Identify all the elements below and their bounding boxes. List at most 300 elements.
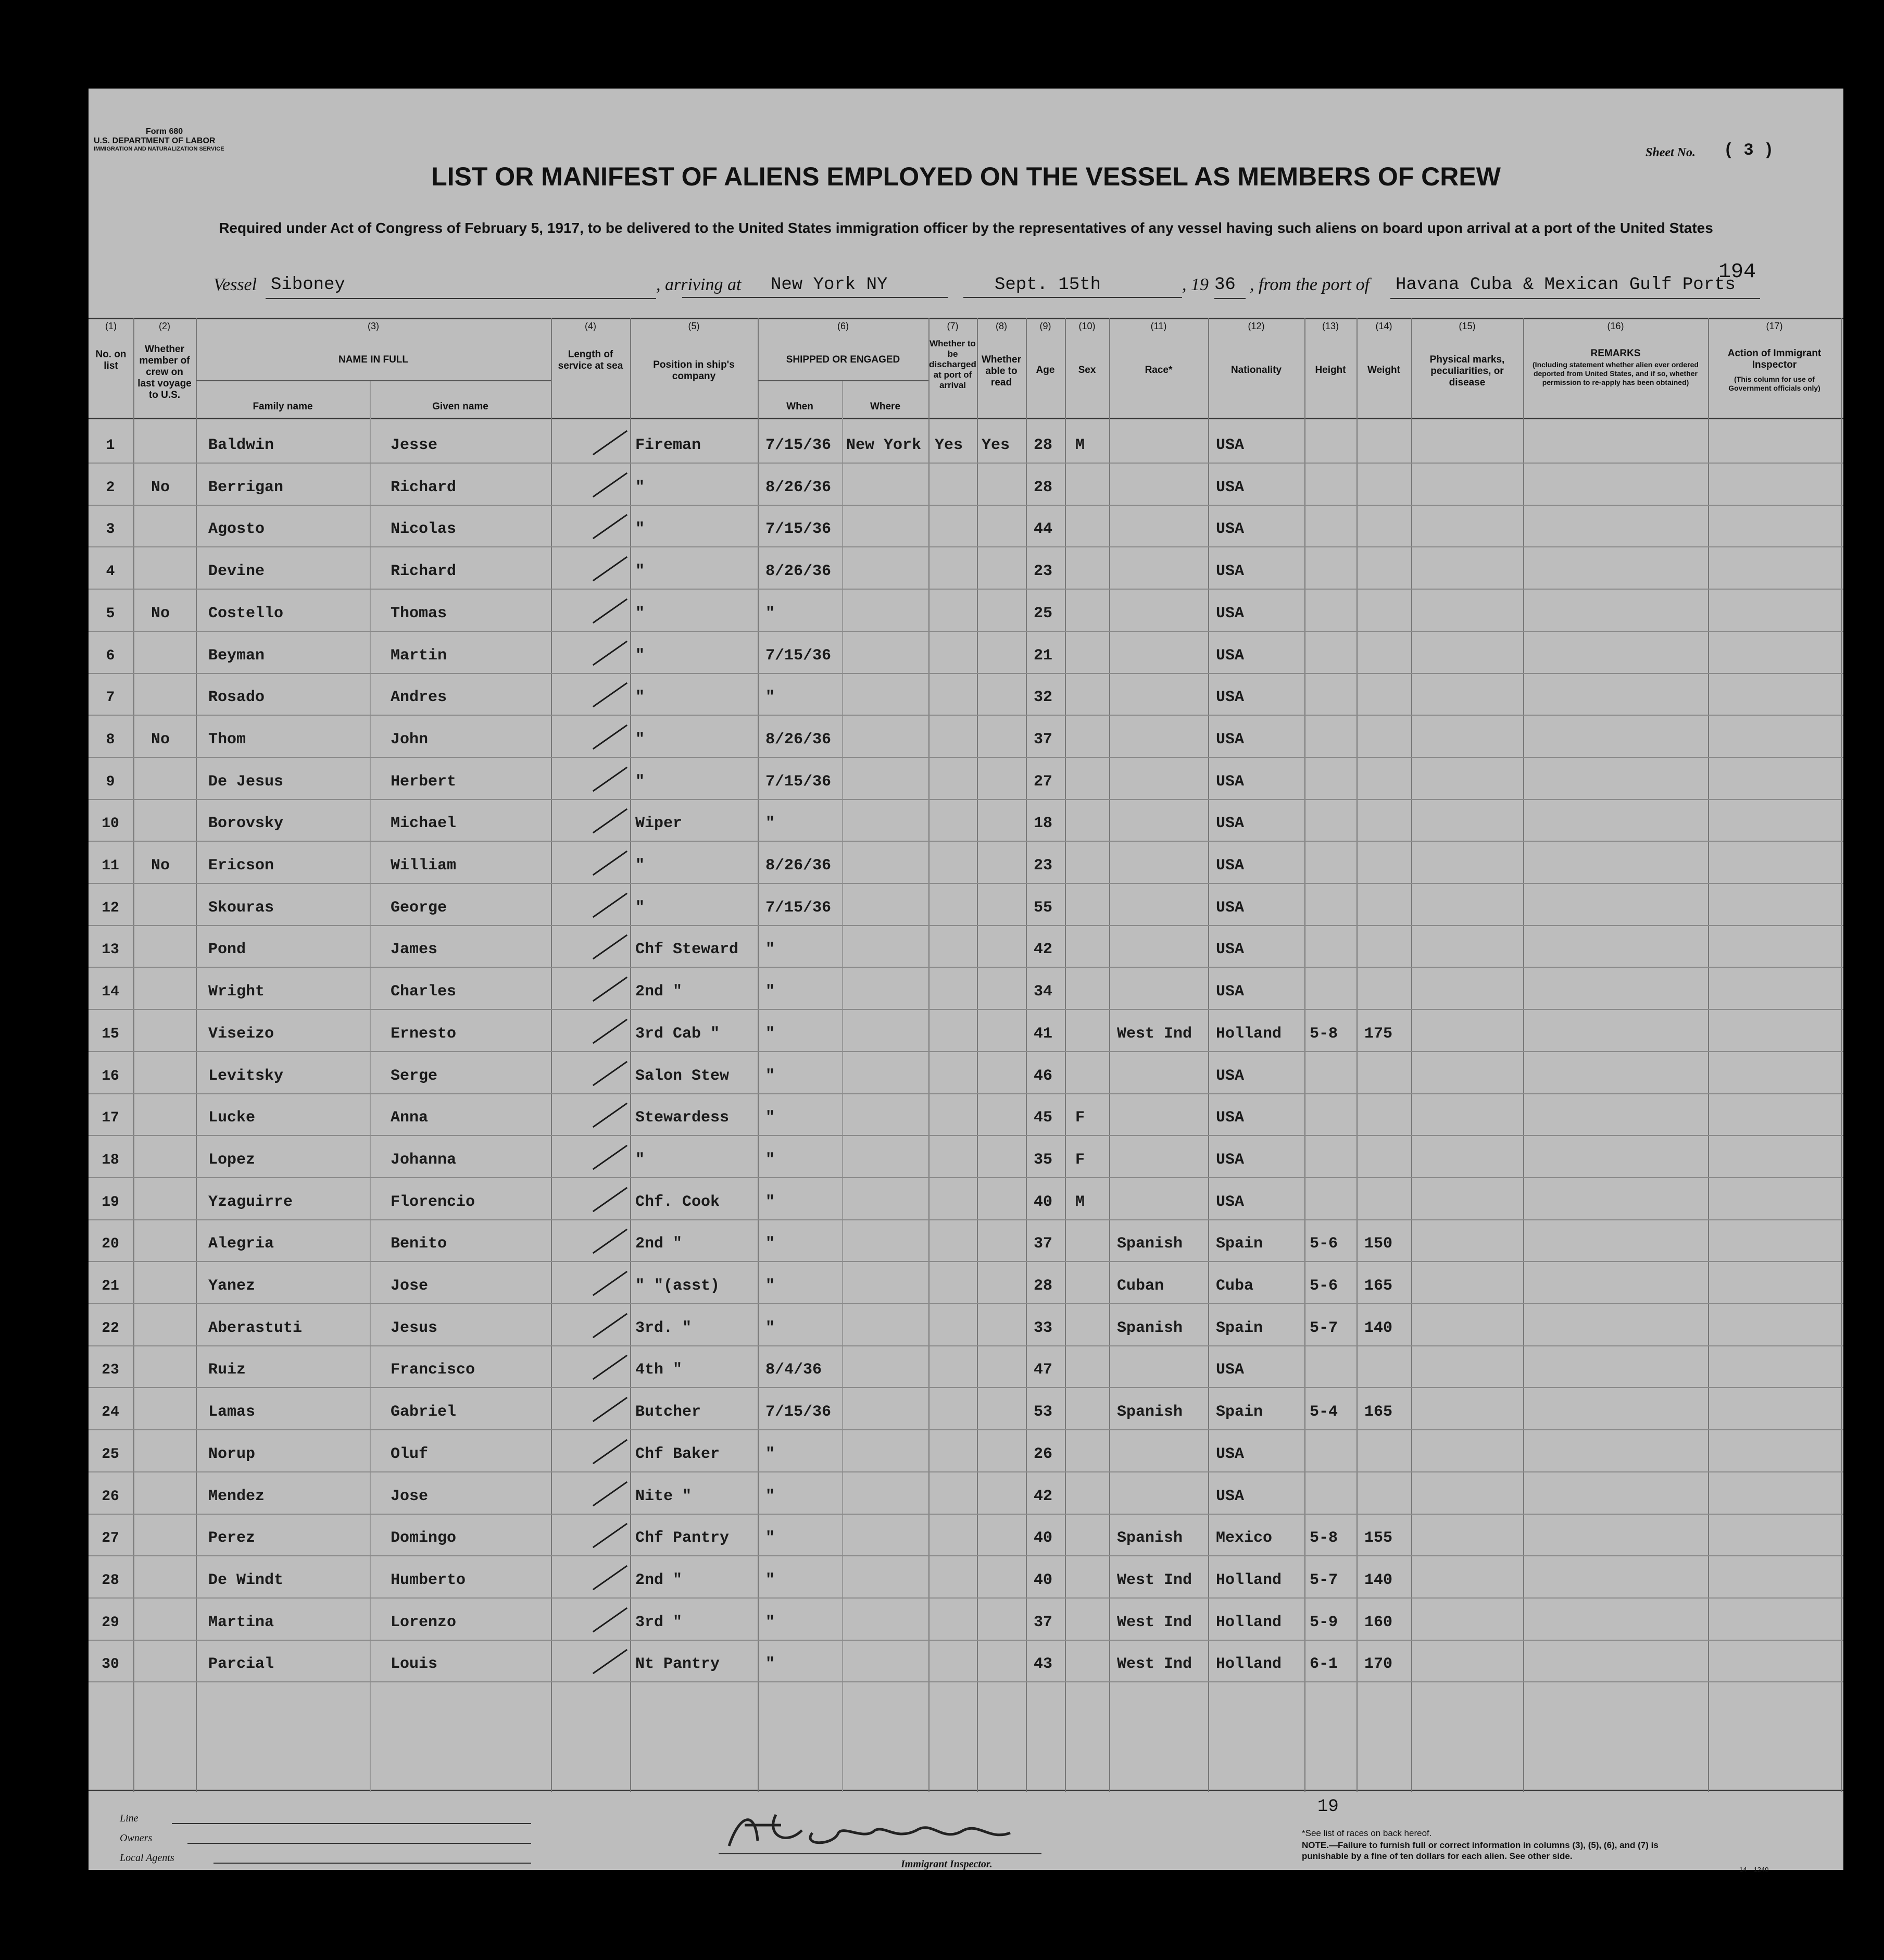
cell-family: Ruiz <box>208 1361 246 1379</box>
check-mark-icon <box>593 1187 627 1212</box>
cell-nat: USA <box>1216 436 1245 454</box>
cell-pos: " <box>635 689 645 707</box>
cell-wt: 140 <box>1364 1571 1393 1589</box>
cell-nat: Spain <box>1216 1403 1263 1421</box>
inspector-signature <box>708 1804 1052 1862</box>
col-head-shipped: SHIPPED OR ENGAGED <box>786 354 900 365</box>
col-num-12: (12) <box>1248 321 1265 331</box>
check-mark-icon <box>593 1481 627 1506</box>
row-number: 25 <box>102 1446 119 1463</box>
punch-hole <box>52 307 77 332</box>
row-number: 13 <box>102 942 119 958</box>
cell-when: 7/15/36 <box>765 772 832 791</box>
table-row <box>89 1441 1843 1470</box>
cell-age: 46 <box>1034 1067 1053 1085</box>
department-name: U.S. DEPARTMENT OF LABOR <box>94 136 216 145</box>
row-rule <box>89 631 1843 632</box>
cell-ht: 5-9 <box>1310 1613 1338 1631</box>
cell-age: 32 <box>1034 689 1053 707</box>
cell-wt: 165 <box>1364 1277 1393 1295</box>
row-rule <box>89 1093 1843 1094</box>
table-row <box>89 1567 1843 1596</box>
col-head-inspector: Action of Immigrant Inspector <box>1727 348 1822 370</box>
print-code: 14—1240 <box>1739 1866 1769 1874</box>
arrival-year: 36 <box>1214 275 1246 299</box>
cell-age: 35 <box>1034 1151 1053 1169</box>
check-mark-icon <box>593 1439 627 1464</box>
cell-when: " <box>765 1151 775 1169</box>
cell-given: George <box>391 898 447 917</box>
cell-nat: USA <box>1216 1445 1245 1463</box>
cell-wt: 175 <box>1364 1025 1393 1043</box>
cell-pos: Chf. Cook <box>635 1193 720 1211</box>
row-number: 11 <box>102 858 119 874</box>
cell-race: West Ind <box>1117 1025 1192 1043</box>
row-number: 29 <box>102 1614 119 1631</box>
cell-pos: Fireman <box>635 436 701 454</box>
cell-race: Spanish <box>1117 1529 1183 1547</box>
cell-nat: Holland <box>1216 1655 1282 1674</box>
table-row <box>89 1147 1843 1176</box>
col-head-weight: Weight <box>1367 365 1400 376</box>
row-rule <box>89 1177 1843 1178</box>
cell-family: De Jesus <box>208 772 284 791</box>
table-row <box>89 475 1843 504</box>
cell-family: Lucke <box>208 1109 256 1127</box>
cell-age: 40 <box>1034 1193 1053 1211</box>
cell-wt: 150 <box>1364 1235 1393 1253</box>
cell-nat: USA <box>1216 646 1245 665</box>
cell-prev: No <box>151 604 170 622</box>
cell-nat: USA <box>1216 1067 1245 1085</box>
cell-sex: F <box>1075 1151 1085 1169</box>
cell-family: Ericson <box>208 857 274 875</box>
col-num-6: (6) <box>837 321 849 331</box>
cell-family: Yzaguirre <box>208 1193 293 1211</box>
cell-when: " <box>765 1235 775 1253</box>
cell-family: Lamas <box>208 1403 256 1421</box>
cell-family: Perez <box>208 1529 256 1547</box>
col-num-3: (3) <box>368 321 379 331</box>
table-row <box>89 684 1843 714</box>
cell-family: Alegria <box>208 1235 274 1253</box>
cell-nat: USA <box>1216 563 1245 581</box>
col-num-16: (16) <box>1607 321 1624 331</box>
check-mark-icon <box>593 1565 627 1590</box>
cell-nat: Spain <box>1216 1319 1263 1337</box>
cell-when: 7/15/36 <box>765 646 832 665</box>
cell-age: 28 <box>1034 436 1053 454</box>
cell-pos: 4th " <box>635 1361 683 1379</box>
cell-pos: " <box>635 898 645 917</box>
row-number: 23 <box>102 1362 119 1379</box>
cell-given: Jesus <box>391 1319 438 1337</box>
col-num-1: (1) <box>105 321 117 331</box>
cell-race: Spanish <box>1117 1403 1183 1421</box>
shipped-subhead-rule <box>758 380 928 381</box>
check-mark-icon <box>593 1019 627 1044</box>
check-mark-icon <box>593 1523 627 1548</box>
arrival-date: Sept. 15th <box>963 275 1182 298</box>
cell-where: New York <box>846 436 922 454</box>
punch-hole <box>52 1005 77 1030</box>
row-number: 17 <box>102 1110 119 1127</box>
row-rule <box>89 505 1843 506</box>
check-mark-icon <box>593 977 627 1002</box>
cell-given: Florencio <box>391 1193 475 1211</box>
manifest-sheet <box>89 89 1843 1874</box>
cell-when: 7/15/36 <box>765 898 832 917</box>
check-mark-icon <box>593 766 627 791</box>
col-num-15: (15) <box>1459 321 1476 331</box>
table-row <box>89 1525 1843 1554</box>
col-num-10: (10) <box>1078 321 1096 331</box>
cell-given: Louis <box>391 1655 438 1674</box>
cell-family: Baldwin <box>208 436 274 454</box>
cell-pos: 2nd " <box>635 1235 683 1253</box>
row-rule <box>89 883 1843 884</box>
inspector-label: Immigrant Inspector. <box>901 1858 993 1870</box>
agents-field <box>213 1863 531 1864</box>
cell-family: De Windt <box>208 1571 284 1589</box>
cell-when: " <box>765 1613 775 1631</box>
cell-ht: 5-8 <box>1310 1025 1338 1043</box>
col-num-13: (13) <box>1322 321 1339 331</box>
table-row <box>89 853 1843 882</box>
row-rule <box>89 1429 1843 1430</box>
row-rule <box>89 1135 1843 1136</box>
cell-given: Richard <box>391 563 457 581</box>
alien-count: 19 <box>1317 1797 1339 1817</box>
check-mark-icon <box>593 1229 627 1254</box>
cell-when: " <box>765 1025 775 1043</box>
cell-pos: 3rd " <box>635 1613 683 1631</box>
cell-ht: 5-7 <box>1310 1571 1338 1589</box>
row-number: 6 <box>106 647 115 664</box>
row-number: 20 <box>102 1236 119 1253</box>
cell-when: 8/26/36 <box>765 478 832 496</box>
cell-when: 7/15/36 <box>765 1403 832 1421</box>
cell-given: Martin <box>391 646 447 665</box>
cell-when: 7/15/36 <box>765 520 832 539</box>
row-rule <box>89 673 1843 674</box>
cell-family: Skouras <box>208 898 274 917</box>
cell-age: 18 <box>1034 815 1053 833</box>
cell-family: Parcial <box>208 1655 274 1674</box>
cell-nat: USA <box>1216 815 1245 833</box>
table-row <box>89 1399 1843 1428</box>
cell-pos: Wiper <box>635 815 683 833</box>
cell-given: Oluf <box>391 1445 429 1463</box>
cell-pos: " <box>635 646 645 665</box>
table-row <box>89 727 1843 756</box>
year-label: , 19 <box>1182 275 1209 294</box>
cell-sex: M <box>1075 1193 1085 1211</box>
form-subtitle: Required under Act of Congress of February 5, 1917, to be delivered to the United States immigration officer by the representatives of any vessel having such aliens on board upon arrival at a port of the United States <box>219 220 1713 236</box>
crew-table <box>89 318 1843 1792</box>
cell-when: 8/26/36 <box>765 563 832 581</box>
cell-family: Mendez <box>208 1487 265 1505</box>
cell-family: Pond <box>208 941 246 959</box>
punch-hole <box>52 393 77 418</box>
cell-when: " <box>765 1655 775 1674</box>
col-head-prev-voyage: Whether member of crew on last voyage to U.S. <box>137 344 192 401</box>
punch-hole <box>52 661 77 686</box>
table-row <box>89 1315 1843 1344</box>
row-number: 2 <box>106 479 115 496</box>
check-mark-icon <box>593 514 627 539</box>
cell-given: Michael <box>391 815 457 833</box>
arriving-label: , arriving at <box>656 275 742 294</box>
table-row <box>89 643 1843 672</box>
cell-age: 43 <box>1034 1655 1053 1674</box>
col-head-discharged: Whether to be discharged at port of arrival <box>929 339 976 390</box>
cell-when: 8/4/36 <box>765 1361 822 1379</box>
cell-family: Costello <box>208 604 284 622</box>
row-rule <box>89 1261 1843 1262</box>
cell-age: 23 <box>1034 857 1053 875</box>
check-mark-icon <box>593 725 627 750</box>
col-num-7: (7) <box>947 321 959 331</box>
cell-given: James <box>391 941 438 959</box>
col-num-5: (5) <box>688 321 700 331</box>
table-row <box>89 1483 1843 1513</box>
table-row <box>89 937 1843 966</box>
cell-age: 47 <box>1034 1361 1053 1379</box>
cell-age: 40 <box>1034 1529 1053 1547</box>
cell-when: 8/26/36 <box>765 857 832 875</box>
check-mark-icon <box>593 1355 627 1380</box>
name-subhead-rule <box>196 380 551 381</box>
row-number: 5 <box>106 605 115 622</box>
cell-family: Beyman <box>208 646 265 665</box>
cell-given: Anna <box>391 1109 429 1127</box>
table-row <box>89 516 1843 545</box>
row-rule <box>89 1345 1843 1346</box>
cell-pos: Nite " <box>635 1487 692 1505</box>
row-rule <box>89 1640 1843 1641</box>
vessel-name: Siboney <box>266 275 656 299</box>
cell-pos: Butcher <box>635 1403 701 1421</box>
punch-hole <box>52 1607 77 1632</box>
cell-sex: F <box>1075 1109 1085 1127</box>
cell-nat: USA <box>1216 1487 1245 1505</box>
cell-age: 37 <box>1034 1613 1053 1631</box>
cell-when: " <box>765 1445 775 1463</box>
cell-given: Charles <box>391 983 457 1001</box>
row-rule <box>89 1514 1843 1515</box>
cell-family: Martina <box>208 1613 274 1631</box>
row-number: 9 <box>106 773 115 790</box>
cell-ht: 5-4 <box>1310 1403 1338 1421</box>
cell-sex: M <box>1075 436 1085 454</box>
row-number: 4 <box>106 564 115 580</box>
line-field <box>172 1823 531 1824</box>
cell-ht: 5-6 <box>1310 1235 1338 1253</box>
cell-given: Gabriel <box>391 1403 457 1421</box>
sheet-label: Sheet No. <box>1646 146 1695 159</box>
cell-when: " <box>765 689 775 707</box>
cell-given: William <box>391 857 457 875</box>
row-rule <box>89 589 1843 590</box>
col-num-14: (14) <box>1375 321 1392 331</box>
row-number: 1 <box>106 438 115 454</box>
cell-pos: " <box>635 478 645 496</box>
cell-nat: USA <box>1216 478 1245 496</box>
cell-when: " <box>765 1109 775 1127</box>
header-bottom-rule <box>89 418 1843 419</box>
col-head-service: Length of service at sea <box>558 349 623 371</box>
cell-age: 44 <box>1034 520 1053 539</box>
table-row <box>89 810 1843 840</box>
cell-race: Spanish <box>1117 1235 1183 1253</box>
cell-read: Yes <box>982 436 1010 454</box>
cell-age: 42 <box>1034 1487 1053 1505</box>
col-num-17: (17) <box>1766 321 1783 331</box>
row-rule <box>89 1219 1843 1220</box>
owners-field <box>187 1843 531 1844</box>
table-row <box>89 1651 1843 1680</box>
col-head-sex: Sex <box>1078 365 1096 376</box>
cell-family: Wright <box>208 983 265 1001</box>
table-row <box>89 1609 1843 1639</box>
cell-race: Cuban <box>1117 1277 1164 1295</box>
cell-when: " <box>765 983 775 1001</box>
cell-prev: No <box>151 478 170 496</box>
row-number: 19 <box>102 1194 119 1210</box>
row-number: 7 <box>106 690 115 706</box>
check-mark-icon <box>593 472 627 497</box>
from-port: Havana Cuba & Mexican Gulf Ports <box>1390 275 1760 299</box>
cell-nat: USA <box>1216 730 1245 748</box>
cell-given: Andres <box>391 689 447 707</box>
cell-age: 23 <box>1034 563 1053 581</box>
row-number: 28 <box>102 1572 119 1589</box>
cell-given: Herbert <box>391 772 457 791</box>
punch-hole <box>52 1690 77 1715</box>
cell-nat: USA <box>1216 1193 1245 1211</box>
cell-when: " <box>765 1571 775 1589</box>
cell-wt: 160 <box>1364 1613 1393 1631</box>
cell-nat: USA <box>1216 898 1245 917</box>
cell-pos: " "(asst) <box>635 1277 720 1295</box>
penalty-note: NOTE.—Failure to furnish full or correct information in columns (3), (5), (6), and (7) is punishable by a fine of ten dollars for each alien. See other side. <box>1302 1840 1659 1861</box>
from-port-label: , from the port of <box>1250 275 1370 294</box>
col-head-name: NAME IN FULL <box>338 354 409 365</box>
cell-nat: Holland <box>1216 1571 1282 1589</box>
cell-ht: 5-8 <box>1310 1529 1338 1547</box>
stamp-number: 194 <box>1718 260 1756 284</box>
vessel-label: Vessel <box>213 275 257 294</box>
cell-pos: Chf Baker <box>635 1445 720 1463</box>
cell-age: 27 <box>1034 772 1053 791</box>
check-mark-icon <box>593 1271 627 1296</box>
agents-label: Local Agents <box>120 1852 174 1864</box>
cell-when: " <box>765 1193 775 1211</box>
cell-ht: 5-7 <box>1310 1319 1338 1337</box>
cell-age: 34 <box>1034 983 1053 1001</box>
cell-family: Aberastuti <box>208 1319 303 1337</box>
check-mark-icon <box>593 934 627 959</box>
cell-nat: USA <box>1216 520 1245 539</box>
cell-when: " <box>765 1487 775 1505</box>
cell-wt: 140 <box>1364 1319 1393 1337</box>
row-rule <box>89 1009 1843 1010</box>
check-mark-icon <box>593 1313 627 1338</box>
col-head-no: No. on list <box>95 349 127 371</box>
punch-hole <box>52 747 77 772</box>
cell-when: " <box>765 941 775 959</box>
col-head-race: Race* <box>1145 365 1173 376</box>
cell-given: Jesse <box>391 436 438 454</box>
cell-race: West Ind <box>1117 1613 1192 1631</box>
cell-family: Yanez <box>208 1277 256 1295</box>
cell-family: Viseizo <box>208 1025 274 1043</box>
cell-nat: USA <box>1216 604 1245 622</box>
cell-age: 37 <box>1034 730 1053 748</box>
cell-given: Ernesto <box>391 1025 457 1043</box>
cell-nat: USA <box>1216 1361 1245 1379</box>
table-row <box>89 979 1843 1008</box>
col-num-2: (2) <box>159 321 170 331</box>
col-head-height: Height <box>1315 365 1346 376</box>
cell-ht: 6-1 <box>1310 1655 1338 1674</box>
table-row <box>89 769 1843 798</box>
table-row <box>89 1189 1843 1218</box>
cell-family: Norup <box>208 1445 256 1463</box>
cell-when: " <box>765 815 775 833</box>
col-head-age: Age <box>1036 365 1055 376</box>
cell-family: Rosado <box>208 689 265 707</box>
cell-given: Humberto <box>391 1571 466 1589</box>
cell-age: 37 <box>1034 1235 1053 1253</box>
col-head-inspector-note: (This column for use of Government officials only) <box>1728 375 1820 392</box>
table-row <box>89 1273 1843 1302</box>
check-mark-icon <box>593 1145 627 1170</box>
cell-when: " <box>765 1277 775 1295</box>
owners-label: Owners <box>120 1832 153 1844</box>
vessel-info-row <box>89 275 1843 306</box>
cell-age: 40 <box>1034 1571 1053 1589</box>
cell-race: West Ind <box>1117 1571 1192 1589</box>
cell-ht: 5-6 <box>1310 1277 1338 1295</box>
sheet-number: ( 3 ) <box>1724 141 1774 160</box>
cell-nat: Mexico <box>1216 1529 1273 1547</box>
cell-wt: 165 <box>1364 1403 1393 1421</box>
cell-pos: " <box>635 1151 645 1169</box>
row-rule <box>89 546 1843 547</box>
cell-disch: Yes <box>935 436 963 454</box>
cell-given: Richard <box>391 478 457 496</box>
check-mark-icon <box>593 1060 627 1085</box>
row-rule <box>89 841 1843 842</box>
row-rule <box>89 1471 1843 1472</box>
check-mark-icon <box>593 430 627 455</box>
cell-given: Nicolas <box>391 520 457 539</box>
row-number: 27 <box>102 1530 119 1547</box>
header-top-rule <box>89 318 1843 319</box>
row-rule <box>89 463 1843 464</box>
row-number: 26 <box>102 1488 119 1505</box>
cell-given: Serge <box>391 1067 438 1085</box>
cell-given: Johanna <box>391 1151 457 1169</box>
cell-prev: No <box>151 730 170 748</box>
cell-pos: " <box>635 604 645 622</box>
cell-pos: " <box>635 772 645 791</box>
table-row <box>89 1357 1843 1386</box>
cell-age: 42 <box>1034 941 1053 959</box>
col-num-8: (8) <box>996 321 1007 331</box>
